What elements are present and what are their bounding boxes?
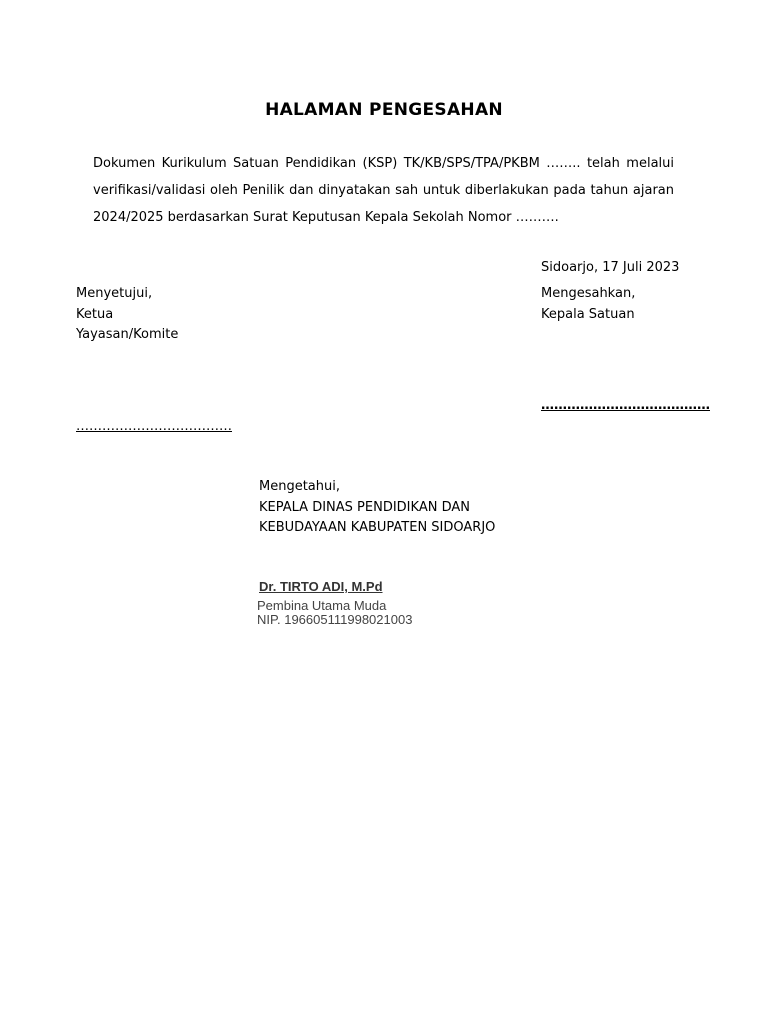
left-approval-label: Menyetujui,	[76, 286, 153, 301]
center-acknowledge-label: Mengetahui,	[259, 479, 340, 494]
place-date: Sidoarjo, 17 Juli 2023	[541, 260, 680, 275]
left-signature-line: ………………………………	[76, 419, 232, 434]
page-title: HALAMAN PENGESAHAN	[265, 100, 503, 120]
official-name: Dr. TIRTO ADI, M.Pd	[259, 579, 383, 594]
right-signature-line: …………………………………	[541, 398, 710, 413]
left-role-line1: Ketua	[76, 307, 114, 322]
right-approval-label: Mengesahkan,	[541, 286, 636, 301]
center-office-line2: KEBUDAYAAN KABUPATEN SIDOARJO	[259, 520, 496, 535]
official-rank: Pembina Utama Muda	[257, 598, 387, 613]
right-role-line1: Kepala Satuan	[541, 307, 635, 322]
body-paragraph: Dokumen Kurikulum Satuan Pendidikan (KSP) TK/KB/SPS/TPA/PKBM …….. telah melalui verifikasi/validasi oleh Penilik dan dinyatakan sah untuk diberlakukan pada tahun ajaran 2024/2025 berdasarkan Surat Keputusan Kepala Sekolah Nomor ……….	[93, 156, 674, 225]
center-office-line1: KEPALA DINAS PENDIDIKAN DAN	[259, 500, 470, 515]
official-nip: NIP. 196605111998021003	[257, 612, 413, 627]
left-role-line2: Yayasan/Komite	[76, 327, 179, 342]
